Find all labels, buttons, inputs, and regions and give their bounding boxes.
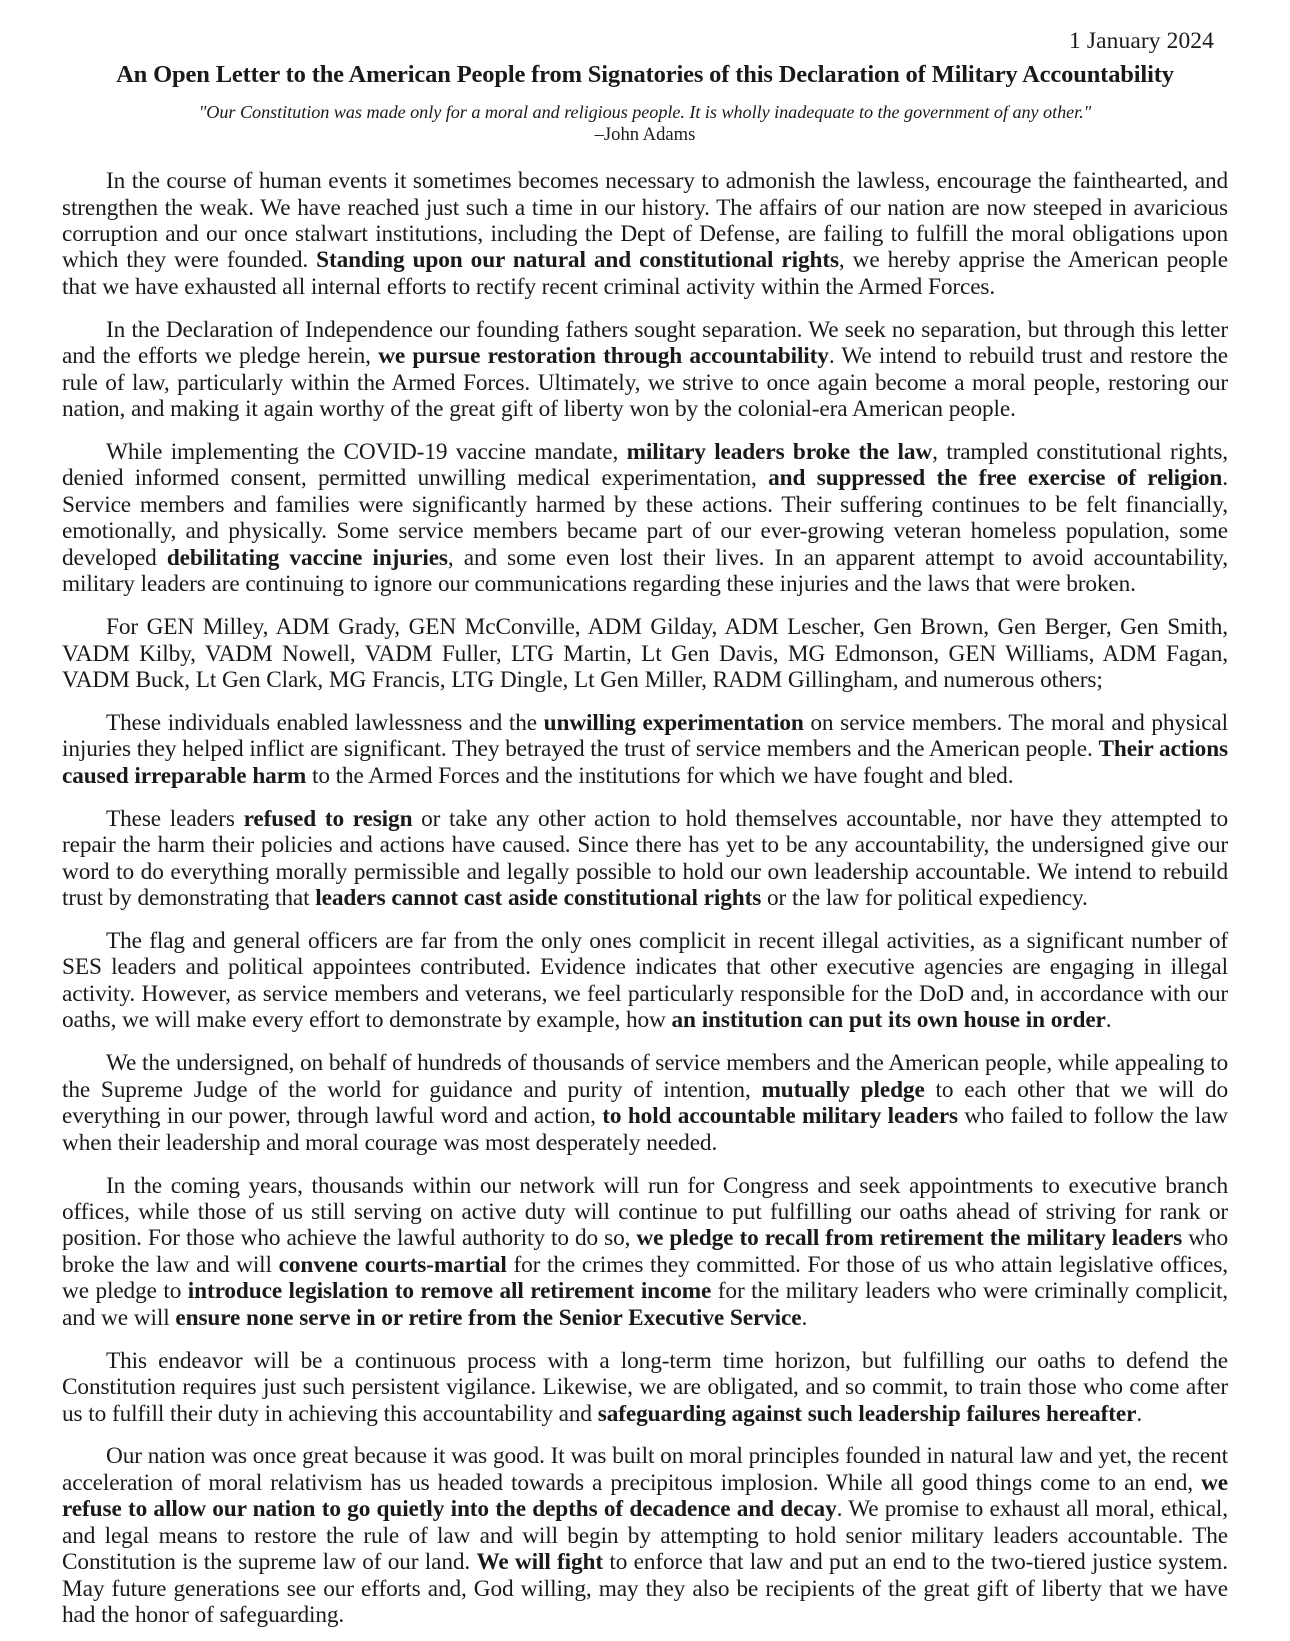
body-text-run: These individuals enabled lawlessness and the bbox=[106, 709, 544, 736]
body-text-run: or the law for political expediency. bbox=[761, 885, 1088, 912]
emphasized-text: leaders cannot cast aside constitutional rights bbox=[315, 885, 762, 912]
paragraph bbox=[62, 439, 1228, 598]
body-text-run: . bbox=[801, 1304, 808, 1331]
body-text-run: for the crimes they committed. For those of us who attain legislative offices, we pledge to bbox=[62, 1251, 1228, 1305]
body-text-run: for the military leaders who were criminally complicit, and we will bbox=[62, 1278, 1228, 1331]
emphasized-text: we pursue restoration through accountability bbox=[378, 343, 829, 370]
body-text-run: . bbox=[1105, 1007, 1112, 1034]
body-text-run: who broke the law and will bbox=[62, 1225, 1228, 1278]
body-text-run: to enforce that law and put an end to the two-tiered justice system. May future generations see our efforts and, God willing, may they also be recipients of the great gift of liberty that we have had the honor of safeguarding. bbox=[62, 1549, 1228, 1629]
epigraph-quote: "Our Constitution was made only for a moral and religious people. It is wholly inadequate to the government of any other." bbox=[198, 101, 1092, 122]
body-text-run: We the undersigned, on behalf of hundreds of thousands of service members and the American people, while appealing to the Supreme Judge of the world for guidance and purity of intention, bbox=[62, 1050, 1228, 1103]
body-text-run: to each other that we will do everything in our power, through lawful word and action, bbox=[62, 1076, 1228, 1130]
emphasized-text: debilitating vaccine injuries bbox=[166, 544, 448, 571]
paragraph bbox=[62, 1443, 1228, 1628]
emphasized-text: an institution can put its own house in order bbox=[671, 1007, 1106, 1034]
emphasized-text: ensure none serve in or retire from the Senior Executive Service bbox=[175, 1304, 802, 1331]
epigraph bbox=[62, 102, 1228, 146]
body-text-run: Our nation was once great because it was good. It was built on moral principles founded in natural law and yet, the recent acceleration of moral relativism has us headed towards a precipitous implosion. While all good things come to an end, bbox=[62, 1443, 1228, 1496]
body-text-run: In the Declaration of Independence our founding fathers sought separation. We seek no separation, but through this letter and the efforts we pledge herein, bbox=[62, 316, 1228, 370]
body-text-run: In the course of human events it sometimes becomes necessary to admonish the lawless, encourage the fainthearted, and strengthen the weak. We have reached just such a time in our history. The affairs of our nation are now steeped in avaricious corruption and our once stalwart institutions, including the Dept of Defense, are failing to fulfill the moral obligations upon which they were founded. bbox=[62, 168, 1228, 274]
body-text-run: The flag and general officers are far from the only ones complicit in recent illegal activities, as a significant number of SES leaders and political appointees contributed. Evidence indicates that other executive agencies are engaging in illegal activity. However, as service members and veterans, we feel particularly responsible for the DoD and, in accordance with our oaths, we will make every effort to demonstrate by example, how bbox=[62, 928, 1228, 1034]
emphasized-text: we pledge to recall from retirement the military leaders bbox=[636, 1225, 1183, 1252]
document-date: 1 January 2024 bbox=[1069, 28, 1214, 54]
paragraph bbox=[62, 806, 1228, 912]
body-text-run: . Service members and families were significantly harmed by these actions. Their suffering continues to be felt financially, emotionally, and physically. Some service members became part of our ever-growing veteran homeless population, some developed bbox=[62, 465, 1228, 571]
body-text-run: While implementing the COVID-19 vaccine mandate, bbox=[106, 439, 627, 466]
emphasized-text: and suppressed the free exercise of religion bbox=[768, 465, 1223, 492]
paragraph bbox=[62, 1173, 1228, 1332]
letter-body bbox=[62, 168, 1228, 1628]
body-text-run: . bbox=[1136, 1400, 1143, 1427]
paragraph bbox=[62, 168, 1228, 300]
epigraph-attribution: –John Adams bbox=[594, 123, 696, 145]
emphasized-text: convene courts-martial bbox=[278, 1251, 507, 1278]
body-text-run: to the Armed Forces and the institutions for which we have fought and bled. bbox=[306, 762, 1014, 789]
paragraph bbox=[62, 710, 1228, 789]
body-text-run: . We intend to rebuild trust and restore the rule of law, particularly within the Armed Forces. Ultimately, we strive to once again become a moral people, restoring our nation, and making it again worthy of the great gift of liberty won by the colonial-era American people. bbox=[62, 343, 1228, 423]
body-text-run: These leaders bbox=[106, 805, 244, 832]
emphasized-text: mutually pledge bbox=[761, 1076, 925, 1103]
emphasized-text: safeguarding against such leadership failures hereafter bbox=[597, 1400, 1137, 1427]
emphasized-text: We will fight bbox=[476, 1549, 604, 1576]
emphasized-text: unwilling experimentation bbox=[543, 709, 804, 736]
body-text-run: This endeavor will be a continuous process with a long-term time horizon, but fulfilling our oaths to defend the Constitution requires just such persistent vigilance. Likewise, we are obligated, and so commit, to train those who come after us to fulfill their duty in achieving this accountability and bbox=[62, 1347, 1228, 1427]
body-text-run: , and some even lost their lives. In an apparent attempt to avoid accountability, military leaders are continuing to ignore our communications regarding these injuries and the laws that were broken. bbox=[62, 544, 1228, 598]
page-title: An Open Letter to the American People from Signatories of this Declaration of Military Accountability bbox=[116, 61, 1174, 89]
body-text-run: , trampled constitutional rights, denied informed consent, permitted unwilling medical experimentation, bbox=[62, 439, 1228, 492]
paragraph bbox=[62, 1348, 1228, 1427]
emphasized-text: Standing upon our natural and constitutional rights bbox=[316, 247, 839, 274]
body-text-run: on service members. The moral and physical injuries they helped inflict are significant. They betrayed the trust of service members and the American people. bbox=[62, 709, 1228, 763]
emphasized-text: to hold accountable military leaders bbox=[602, 1103, 958, 1130]
body-text-run: , we hereby apprise the American people that we have exhausted all internal efforts to rectify recent criminal activity within the Armed Forces. bbox=[62, 247, 1229, 300]
body-text-run: or take any other action to hold themselves accountable, nor have they attempted to repair the harm their policies and actions have caused. Since there has yet to be any accountability, the undersigned give our word to do everything morally permissible and legally possible to hold our own leadership accountable. We intend to rebuild trust by demonstrating that bbox=[62, 805, 1228, 912]
body-text-run: who failed to follow the law when their leadership and moral courage was most desperately needed. bbox=[62, 1103, 1228, 1156]
paragraph bbox=[62, 317, 1228, 423]
emphasized-text: refused to resign bbox=[243, 805, 413, 832]
body-text-run: For GEN Milley, ADM Grady, GEN McConville, ADM Gilday, ADM Lescher, Gen Brown, Gen Berger, Gen Smith, VADM Kilby, VADM Nowell, VADM Fuller, LTG Martin, Lt Gen Davis, MG Edmonson, GEN Williams, ADM Fagan, VADM Buck, Lt Gen Clark, MG Francis, LTG Dingle, Lt Gen Miller, RADM Gillingham, and numerous others; bbox=[62, 614, 1228, 694]
paragraph bbox=[62, 614, 1228, 693]
body-text-run: . We promise to exhaust all moral, ethical, and legal means to restore the rule of law and will begin by attempting to hold senior military leaders accountable. The Constitution is the supreme law of our land. bbox=[62, 1496, 1228, 1576]
paragraph bbox=[62, 1050, 1228, 1156]
emphasized-text: military leaders broke the law bbox=[626, 439, 933, 466]
emphasized-text: we refuse to allow our nation to go quietly into the depths of decadence and decay bbox=[62, 1469, 1228, 1523]
paragraph bbox=[62, 928, 1228, 1034]
emphasized-text: introduce legislation to remove all retirement income bbox=[187, 1278, 712, 1305]
body-text-run: In the coming years, thousands within our network will run for Congress and seek appointments to executive branch offices, while those of us still serving on active duty will continue to put fulfilling our oaths ahead of striving for rank or position. For those who achieve the lawful authority to do so, bbox=[62, 1172, 1228, 1252]
emphasized-text: Their actions caused irreparable harm bbox=[62, 736, 1228, 789]
